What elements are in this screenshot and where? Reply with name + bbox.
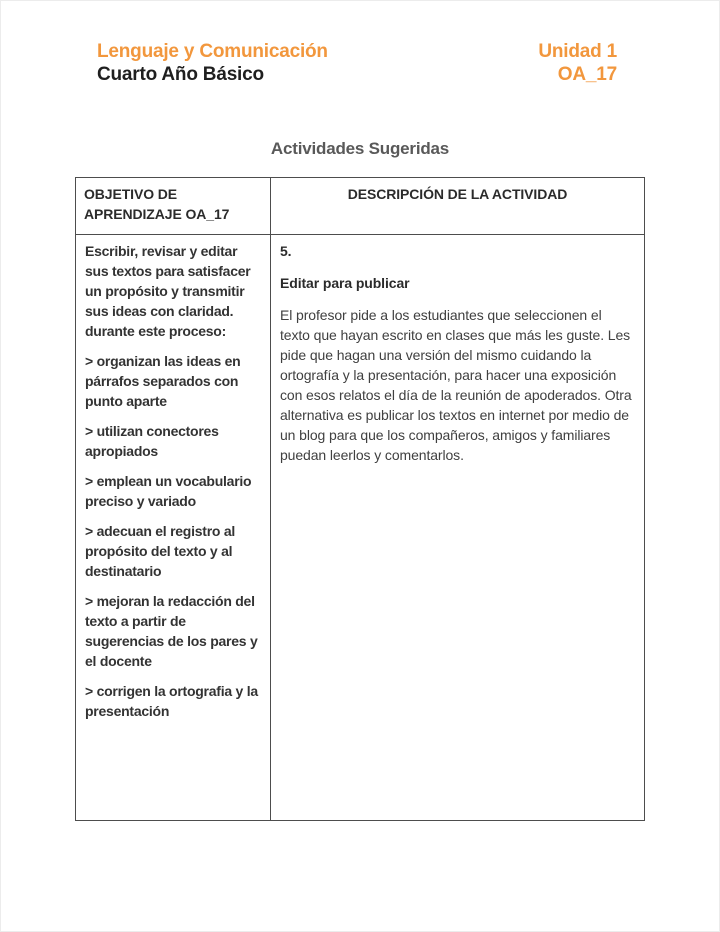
objective-bullet: > corrigen la ortografia y la presentación xyxy=(85,683,258,719)
objective-bullet: > organizan las ideas en párrafos separados con punto aparte xyxy=(85,353,241,409)
section-title: Actividades Sugeridas xyxy=(270,139,450,158)
doc-header xyxy=(97,40,617,86)
activity-cell xyxy=(271,235,645,821)
activities-table xyxy=(75,177,645,821)
doc-header-left xyxy=(97,40,328,86)
objective-bullet: > emplean un vocabulario preciso y variado xyxy=(85,473,252,509)
objective-intro: Escribir, revisar y editar sus textos para satisfacer un propósito y transmitir sus ideas con claridad. durante este proceso: xyxy=(85,243,251,339)
objective-bullet: > mejoran la redacción del texto a partir de sugerencias de los pares y el docente xyxy=(85,593,258,669)
grade-title: Cuarto Año Básico xyxy=(97,64,264,85)
doc-header-right xyxy=(538,40,617,86)
objective-cell xyxy=(76,235,271,821)
objective-column-header: OBJETIVO DE APRENDIZAJE OA_17 xyxy=(76,178,271,235)
subject-title: Lenguaje y Comunicación xyxy=(97,41,328,62)
activity-number: 5. xyxy=(280,243,292,259)
table-body-row xyxy=(76,235,645,821)
oa-code-label: OA_17 xyxy=(557,64,617,85)
table-header-row xyxy=(76,178,645,235)
objective-bullet: > utilizan conectores apropiados xyxy=(85,423,219,459)
unit-label: Unidad 1 xyxy=(538,41,617,62)
activity-description: El profesor pide a los estudiantes que seleccionen el texto que hayan escrito en clases que más les guste. Les pide que hagan una versión del mismo cuidando la ortografía y la presentación, para hacer una exposición con esos relatos el día de la reunión de apoderados. Otra alternativa es publicar los textos en internet por medio de un blog para que los compañeros, amigos y familiares puedan leerlos y comentarlos. xyxy=(280,307,632,463)
objective-bullet: > adecuan el registro al propósito del texto y al destinatario xyxy=(85,523,236,579)
description-column-header: DESCRIPCIÓN DE LA ACTIVIDAD xyxy=(271,178,645,235)
activity-title: Editar para publicar xyxy=(280,275,410,291)
